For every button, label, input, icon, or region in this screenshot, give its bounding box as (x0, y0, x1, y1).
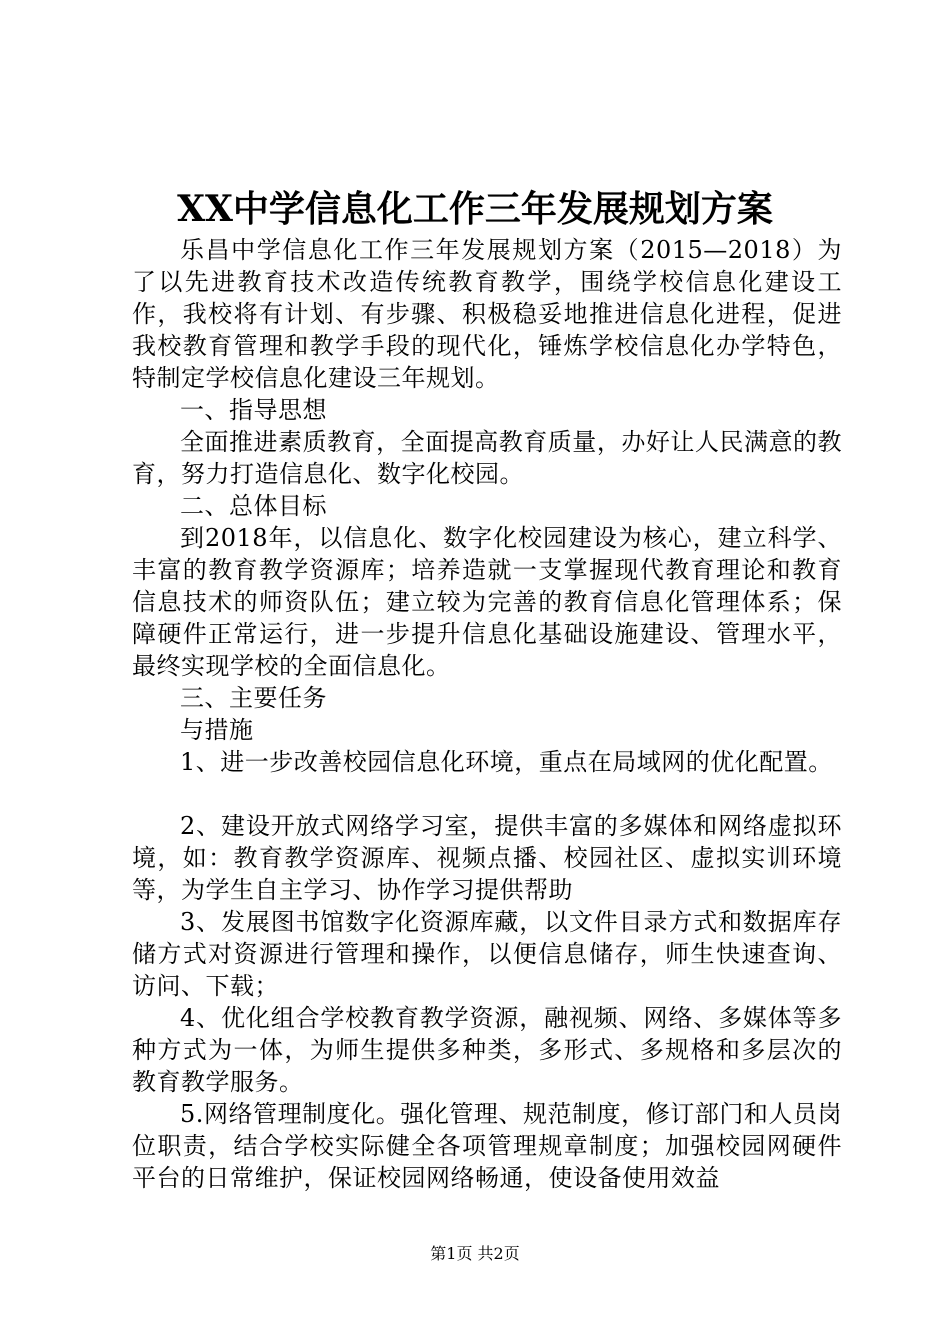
section-heading-main-tasks-continued: 与措施 (180, 716, 254, 744)
task-item-2: 2、建设开放式网络学习室，提供丰富的多媒体和网络虚拟环境，如：教育教学资源库、视频点播、校园社区、虚拟实训环境等，为学生自主学习、协作学习提供帮助 (132, 812, 842, 904)
task-item-3: 3、发展图书馆数字化资源库藏，以文件目录方式和数据库存储方式对资源进行管理和操作，以便信息储存，师生快速查询、访问、下载； (132, 908, 842, 1000)
task-item-1: 1、进一步改善校园信息化环境，重点在局域网的优化配置。 (180, 748, 833, 776)
section-heading-guiding-ideology: 一、指导思想 (180, 396, 327, 424)
page-number-footer: 第1页 共2页 (430, 1244, 520, 1263)
section-heading-overall-goals: 二、总体目标 (180, 492, 327, 520)
document-body (132, 234, 842, 1194)
task-item-5: 5.网络管理制度化。强化管理、规范制度，修订部门和人员岗位职责，结合学校实际健全各项管理规章制度；加强校园网硬件平台的日常维护，保证校园网络畅通，使设备使用效益 (132, 1100, 842, 1192)
guiding-ideology-paragraph: 全面推进素质教育，全面提高教育质量，办好让人民满意的教育，努力打造信息化、数字化校园。 (132, 428, 842, 488)
intro-paragraph: 乐昌中学信息化工作三年发展规划方案（2015—2018）为了以先进教育技术改造传统教育教学，围绕学校信息化建设工作，我校将有计划、有步骤、积极稳妥地推进信息化进程，促进我校教育管理和教学手段的现代化，锤炼学校信息化办学特色，特制定学校信息化建设三年规划。 (132, 236, 842, 392)
task-item-4: 4、优化组合学校教育教学资源，融视频、网络、多媒体等多种方式为一体，为师生提供多种类，多形式、多规格和多层次的教育教学服务。 (132, 1004, 842, 1096)
document-title: XX中学信息化工作三年发展规划方案 (177, 188, 773, 230)
blank-line (132, 778, 842, 810)
section-heading-main-tasks: 三、主要任务 (180, 684, 327, 712)
overall-goals-paragraph: 到2018年，以信息化、数字化校园建设为核心，建立科学、丰富的教育教学资源库；培养造就一支掌握现代教育理论和教育信息技术的师资队伍；建立较为完善的教育信息化管理体系；保障硬件正常运行，进一步提升信息化基础设施建设、管理水平，最终实现学校的全面信息化。 (132, 524, 842, 680)
